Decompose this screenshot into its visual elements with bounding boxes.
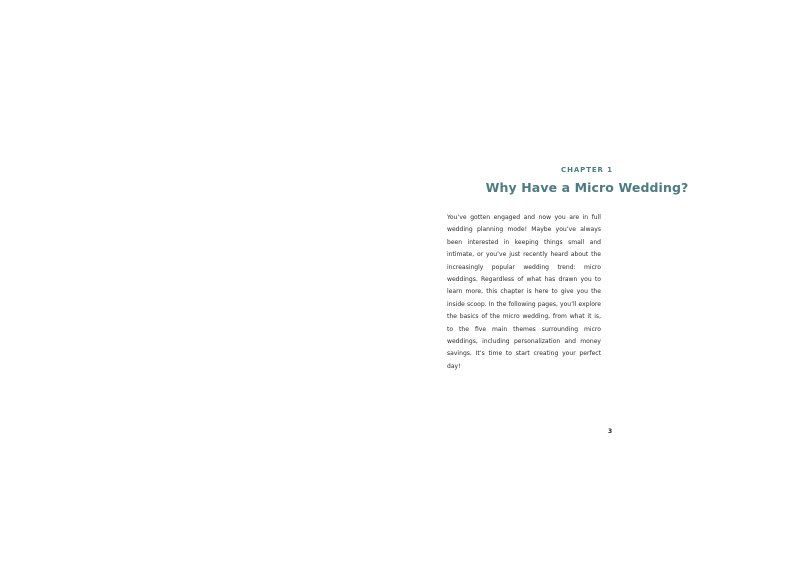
- chapter-label: CHAPTER 1: [561, 166, 613, 174]
- page-number: 3: [608, 428, 613, 435]
- chapter-title: Why Have a Micro Wedding?: [485, 180, 689, 195]
- chapter-intro-paragraph: You’ve gotten engaged and now you are in full wedding planning mode! Maybe you’ve always been interested in keeping things small and intimate, or you’ve just recently heard about the increasingly popular wedding trend: micro weddings. Regardless of what has drawn you to learn more, this chapter is here to give you the inside scoop. In the following pages, you’ll explore the basics of the micro wedding, from what it is, to the five main themes surrounding micro weddings, including personalization and money savings. It’s time to start creating your perfect day!: [447, 214, 601, 370]
- right-page: [400, 0, 800, 570]
